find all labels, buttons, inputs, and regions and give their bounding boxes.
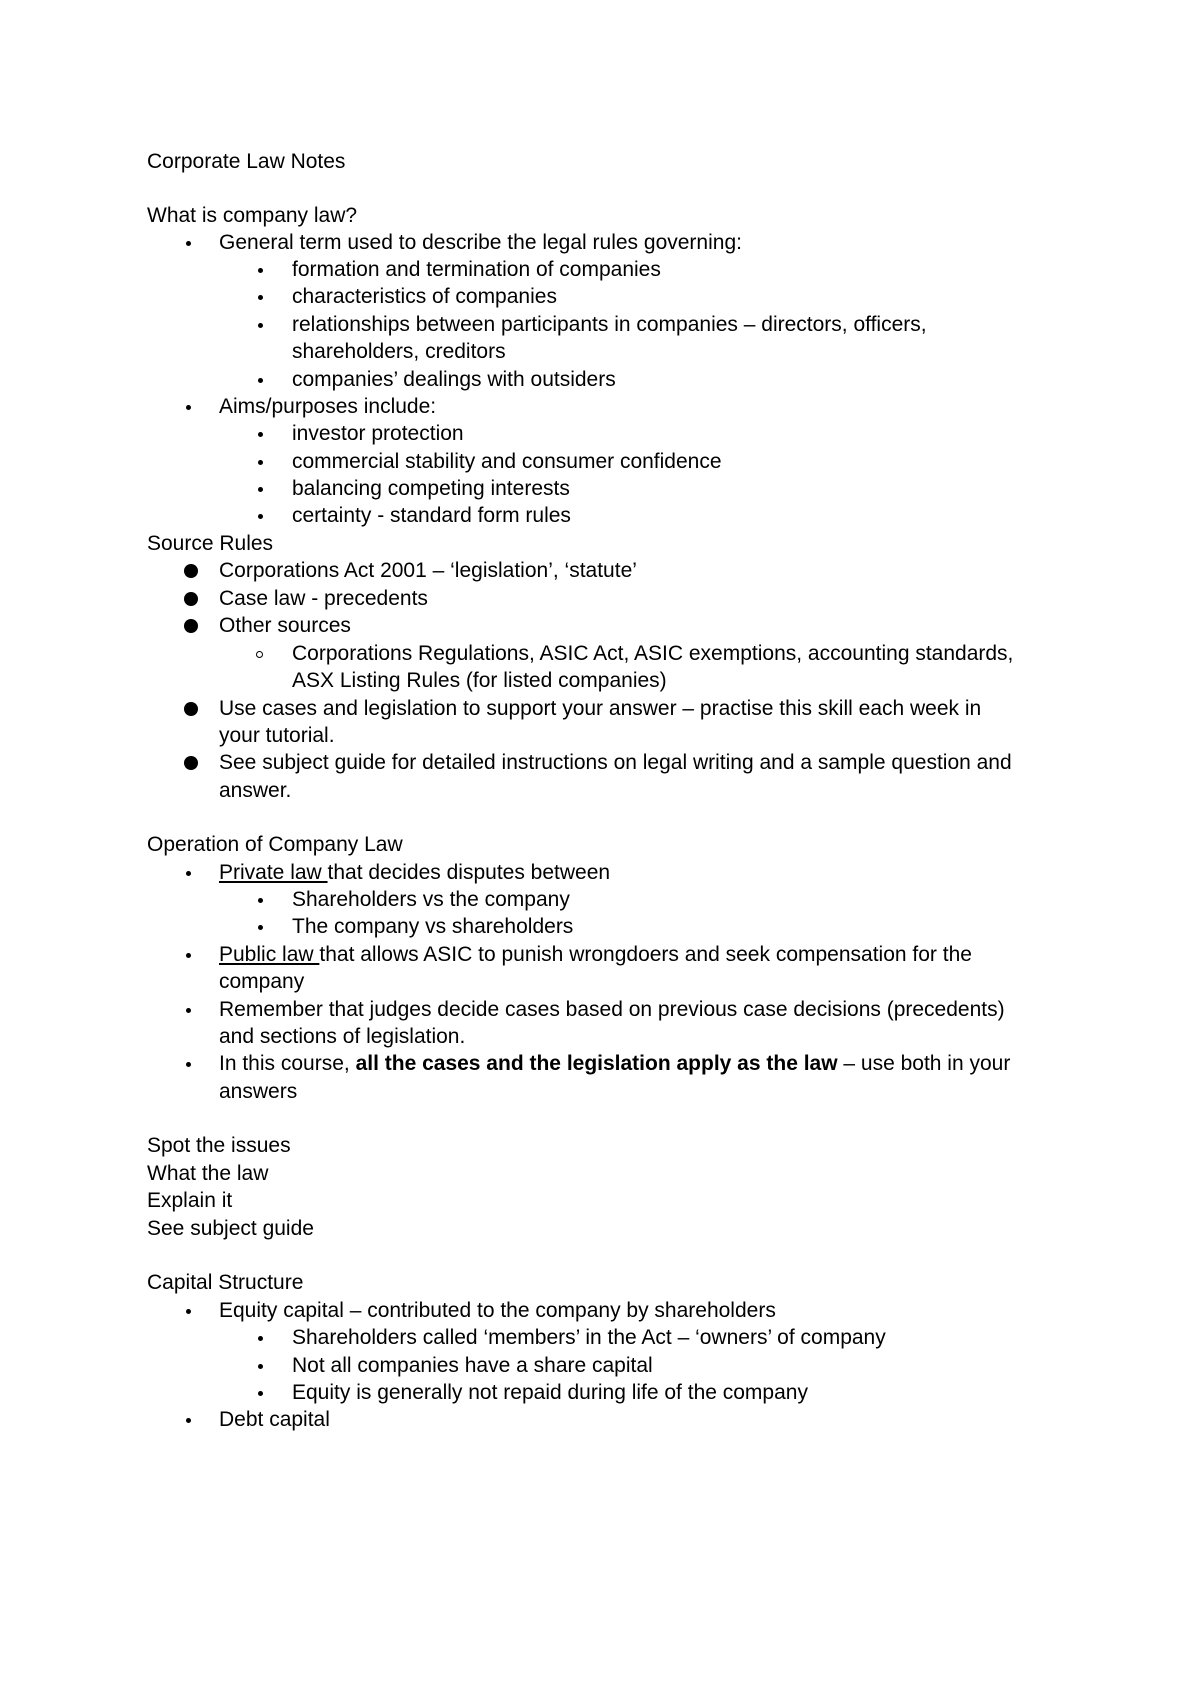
- bullet-icon: [258, 1391, 263, 1396]
- private-law-term: Private law: [219, 861, 328, 884]
- bullet-icon: [186, 241, 191, 246]
- bullet-icon: [258, 323, 263, 328]
- bullet-icon: [258, 1336, 263, 1341]
- bullet-icon: [258, 487, 263, 492]
- bullet-icon: [186, 405, 191, 410]
- bullet-icon: [258, 898, 263, 903]
- bullet-icon: [258, 268, 263, 273]
- bullet-icon: [256, 651, 263, 658]
- bullet-icon: [186, 953, 191, 958]
- bullet-icon: [258, 514, 263, 519]
- document-page: Corporate Law Notes What is company law? General term used to describe the legal rules governing: formation and termination of companies characteristics of companies relationships between participants in companies – directors, officers, shareholders, creditors companies’ dealings with outsiders Aims/purposes include: investor protection commercial stability and consumer confidence balancing competing interests certainty - standard form rules Source Rules Corporations Act 2001 – ‘legislation’, ‘statute’ Case law - precedents Other sources Corporations Regulations, ASIC Act, ASIC exemptions, accounting standards, ASX Listing Rules (for listed companies) Use cases and legislation to support your answer – practise this skill each week in your tutorial. See subject guide for detailed instructions on legal writing and a sample question and answer. Operation of Company Law Private law that decides disputes between Shareholders vs the company The company vs shareholders Public law that allows ASIC to punish wrongdoers and seek compensation for the company Remember that judges decide cases based on previous case decisions (precedents) and sections of legislation. In this course, all the cases and the legislation apply as the law – use both in your answers Spot the issues What the law Explain it See subject guide Capital Structure Equity capital – contributed to the company by shareholders Shareholders called ‘members’ in the Act – ‘owners’ of company Not all companies have a share capital Equity is generally not repaid during life of the company Debt capital: [147, 150, 1014, 1431]
- bullet-icon: [258, 295, 263, 300]
- bullet-icon: [186, 1062, 191, 1067]
- bullet-icon: [258, 925, 263, 930]
- bullet-icon: [184, 619, 198, 633]
- public-law-term: Public law: [219, 943, 320, 966]
- emphasis-text: all the cases and the legislation apply as the law: [355, 1052, 838, 1075]
- bullet-icon: [184, 564, 198, 578]
- bullet-icon: [258, 432, 263, 437]
- bullet-icon: [186, 871, 191, 876]
- bullet-icon: [184, 592, 198, 606]
- bullet-icon: [186, 1309, 191, 1314]
- bullet-icon: [184, 702, 198, 716]
- bullet-icon: [186, 1418, 191, 1423]
- bullet-icon: [184, 756, 198, 770]
- bullet-icon: [258, 460, 263, 465]
- bullet-icon: [258, 378, 263, 383]
- bullet-icon: [186, 1008, 191, 1013]
- bullet-icon: [258, 1364, 263, 1369]
